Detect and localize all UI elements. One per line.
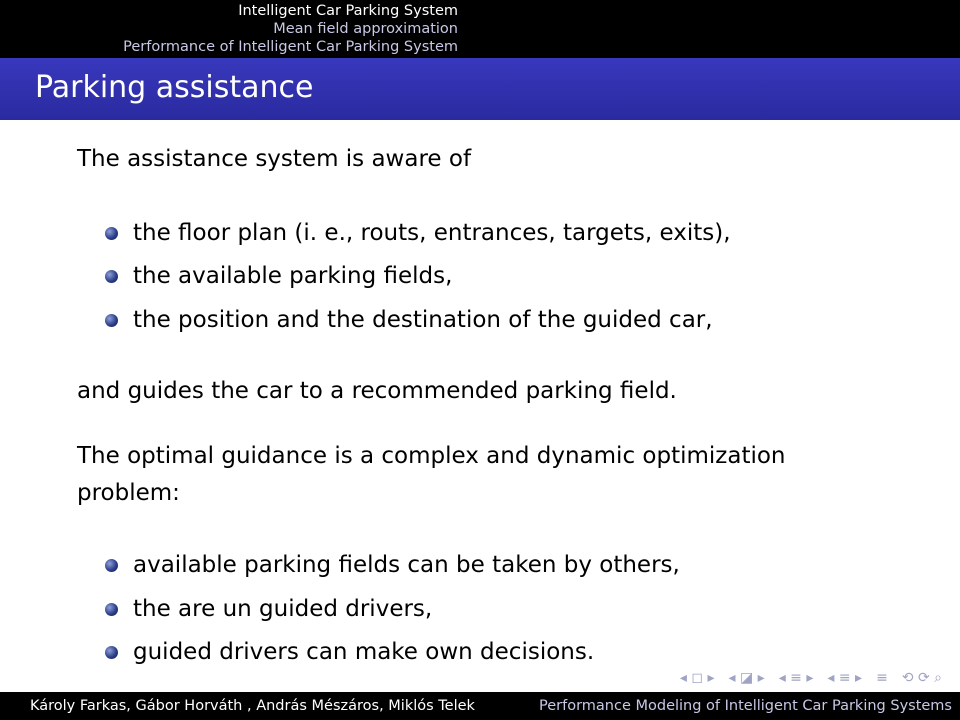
frame-title-bar [0,58,960,120]
list-item [105,216,731,250]
list-item-text: the floor plan (i. e., routs, entrances, targets, exits), [133,220,731,246]
nav-current-section[interactable]: Performance of Intelligent Car Parking System [123,39,458,55]
bullet-icon [105,559,118,572]
slide-body [0,120,960,690]
beamer-navigation-symbols [680,669,942,687]
bullet-icon [105,603,118,616]
subsection-nav-icon[interactable]: ◂ ◪ ▸ [728,670,765,686]
list-item [105,548,680,582]
list-item [105,592,432,626]
bullet-icon [105,270,118,283]
list-item [105,303,713,337]
bullet-icon [105,227,118,240]
nav-section-title[interactable]: Intelligent Car Parking System [238,3,458,19]
section-navigation [0,0,480,56]
list-item [105,259,452,293]
list-item-text: the are un guided drivers, [133,596,433,622]
footer-bar [0,692,960,720]
guides-text: and guides the car to a recommended parking field. [77,378,677,404]
bullet-icon [105,314,118,327]
list-item-text: available parking fields can be taken by others, [133,552,680,578]
list-item-text: the available parking fields, [133,263,453,289]
nav-subsection-title[interactable]: Mean field approximation [273,21,458,37]
appendix-nav-icon[interactable]: ≡ [876,670,888,686]
footer-authors: Károly Farkas, Gábor Horváth , András Mészáros, Miklós Telek [30,698,475,714]
document-nav-icon[interactable]: ◂ ≡ ▸ [827,670,863,686]
section-nav-icon[interactable]: ◂ ≡ ▸ [778,670,814,686]
frame-nav-icon[interactable]: ◂ ◻ ▸ [679,670,715,686]
search-back-forward-icon[interactable]: ⟲ ⟳ ⌕ [901,670,942,686]
slide-title: Parking assistance [35,70,314,105]
list-item-text: the position and the destination of the guided car, [133,307,713,333]
bullet-icon [105,646,118,659]
header-bar [0,0,960,58]
footer-talk-title: Performance Modeling of Intelligent Car Parking Systems [539,698,952,714]
intro-text: The assistance system is aware of [77,146,472,172]
problem-text-line1: The optimal guidance is a complex and dynamic optimization [77,443,786,469]
problem-text-line2: problem: [77,480,180,506]
list-item-text: guided drivers can make own decisions. [133,639,595,665]
list-item [105,635,594,669]
